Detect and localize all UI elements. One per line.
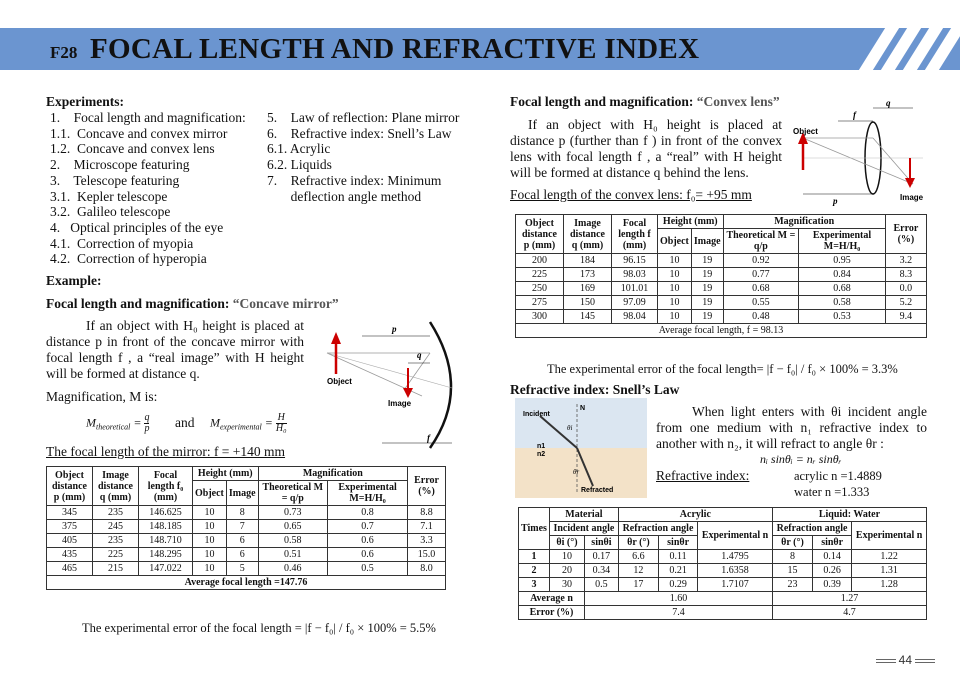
table-cell: 10 [658, 254, 692, 268]
example-heading: Example: [46, 273, 102, 288]
experiment-item: 7. Refractive index: Minimum [267, 172, 442, 188]
table-cell: 0.95 [799, 254, 886, 268]
col-acrylic: Acrylic [618, 508, 772, 522]
table-cell: 9.4 [885, 310, 926, 324]
col-height-object: Object [193, 481, 227, 506]
table-cell: 2 [519, 564, 550, 578]
table-cell: 19 [691, 254, 723, 268]
col-height-image: Image [691, 229, 723, 254]
table-cell: 19 [691, 310, 723, 324]
col-sin-theta-i: sinθi [585, 536, 619, 550]
average-n-acrylic: 1.60 [585, 592, 773, 606]
table-cell: 10 [658, 296, 692, 310]
col-height: Height (mm) [193, 467, 259, 481]
table-cell: 98.03 [612, 268, 658, 282]
table-row [47, 506, 446, 520]
table-cell: 375 [47, 520, 93, 534]
col-height: Height (mm) [658, 215, 724, 229]
experiment-item: 3.1. Kepler telescope [50, 188, 168, 204]
table-cell: 0.6 [328, 534, 408, 548]
average-n-water: 1.27 [772, 592, 926, 606]
table-cell: 0.84 [799, 268, 886, 282]
table-cell: 101.01 [612, 282, 658, 296]
formula-experimental: $M_{experimental} = H$ H₀ [210, 412, 287, 434]
table-cell: 148.185 [139, 520, 193, 534]
error-water: 4.7 [772, 606, 926, 620]
experiment-item: 3. Telescope featuring [50, 172, 180, 188]
mirror-average: Average focal length =147.76 [47, 576, 446, 590]
table-cell: 10 [193, 534, 227, 548]
table-cell: 0.46 [258, 562, 327, 576]
col-theta-r: θr (°) [618, 536, 658, 550]
col-object-distance: Object distance p (mm) [47, 467, 93, 506]
table-cell: 10 [549, 550, 584, 564]
table-cell: 10 [658, 282, 692, 296]
table-cell: 235 [93, 534, 139, 548]
mirror-data-table [46, 466, 446, 590]
col-refraction-angle: Refraction angle [618, 522, 697, 536]
refractive-index-label: Refractive index: [656, 468, 750, 483]
table-row [47, 562, 446, 576]
table-cell: 0.6 [328, 548, 408, 562]
table-cell: 10 [658, 310, 692, 324]
table-cell: 0.58 [799, 296, 886, 310]
experiment-item: 2. Microscope featuring [50, 157, 190, 173]
col-focal-length: Focal length f (mm) [612, 215, 658, 254]
table-cell: 8 [772, 550, 812, 564]
table-cell: 10 [658, 268, 692, 282]
lens-heading: Focal length and magnification: “Convex lens” [510, 94, 780, 109]
table-cell: 6 [226, 534, 258, 548]
table-cell: 145 [564, 310, 612, 324]
col-object-distance: Object distance p (mm) [516, 215, 564, 254]
table-cell: 15 [772, 564, 812, 578]
snell-formula: nᵢ sinθᵢ = nᵣ sinθᵣ [760, 452, 842, 466]
experiment-item: deflection angle method [267, 188, 422, 204]
snell-diagram [515, 398, 647, 498]
table-cell: 200 [516, 254, 564, 268]
table-cell: 0.5 [585, 578, 619, 592]
experiment-item: 1.2. Concave and convex lens [50, 141, 215, 157]
table-cell: 23 [772, 578, 812, 592]
table-cell: 0.68 [799, 282, 886, 296]
table-cell: 235 [93, 506, 139, 520]
experiment-code: F28 [50, 43, 78, 62]
table-cell: 146.625 [139, 506, 193, 520]
table-cell: 300 [516, 310, 564, 324]
table-cell: 12 [618, 564, 658, 578]
water-index: water n =1.333 [794, 485, 870, 499]
table-cell: 17 [618, 578, 658, 592]
col-experimental-n: Experimental n [698, 522, 773, 550]
col-image-distance: Image distance q (mm) [93, 467, 139, 506]
incident-label: Incident [523, 411, 550, 418]
experiment-item: 6.1. Acrylic [267, 141, 331, 157]
mirror-error-text: The experimental error of the focal length = |f − f₀| / f₀ × 100% = 5.5% [82, 621, 436, 635]
table-cell: 225 [93, 548, 139, 562]
table-cell: 19 [691, 268, 723, 282]
table-row [516, 268, 927, 282]
mirror-f-label: f [427, 433, 430, 443]
snell-heading: Refractive index: Snell’s Law [510, 382, 680, 397]
table-cell: 0.29 [659, 578, 698, 592]
table-cell: 10 [193, 548, 227, 562]
col-refraction-angle-water: Refraction angle [772, 522, 851, 536]
col-experimental: Experimental M=H/H₀ [799, 229, 886, 254]
table-cell: 19 [691, 282, 723, 296]
lens-average: Average focal length, f = 98.13 [516, 324, 927, 338]
col-magnification: Magnification [723, 215, 885, 229]
experiments-list-right [267, 110, 459, 204]
table-row [519, 564, 927, 578]
table-cell: 10 [193, 520, 227, 534]
experiments-heading: Experiments: [46, 94, 124, 109]
table-cell: 0.58 [258, 534, 327, 548]
table-cell: 0.11 [659, 550, 698, 564]
table-cell: 8.8 [408, 506, 446, 520]
magnification-label: Magnification, M is: [46, 389, 158, 404]
table-cell: 0.68 [723, 282, 799, 296]
col-theta-r-water: θr (°) [772, 536, 812, 550]
lens-image-label: Image [900, 193, 924, 202]
table-cell: 0.7 [328, 520, 408, 534]
table-cell: 0.92 [723, 254, 799, 268]
normal-label: N [580, 405, 586, 412]
table-cell: 15.0 [408, 548, 446, 562]
col-material: Material [549, 508, 618, 522]
refracted-label: Refracted [581, 487, 614, 494]
col-liquid: Liquid: Water [772, 508, 926, 522]
table-row [516, 310, 927, 324]
col-magnification: Magnification [258, 467, 408, 481]
table-cell: 1.6358 [698, 564, 773, 578]
col-incident-angle: Incident angle [549, 522, 618, 536]
n1-label: n1 [537, 443, 546, 450]
experiment-item: 6.2. Liquids [267, 157, 332, 173]
table-cell: 0.26 [813, 564, 852, 578]
concave-mirror-diagram [322, 318, 472, 453]
table-cell: 20 [549, 564, 584, 578]
table-cell: 3.3 [408, 534, 446, 548]
table-cell: 0.51 [258, 548, 327, 562]
table-cell: 6.6 [618, 550, 658, 564]
col-theoretical: Theoretical M = q/p [723, 229, 799, 254]
table-row [47, 520, 446, 534]
table-cell: 225 [516, 268, 564, 282]
formula-theoretical: $M_{theoretical} = q$ p [86, 412, 150, 434]
experiment-item: 4. Optical principles of the eye [50, 219, 224, 235]
experiment-item: 3.2. Galileo telescope [50, 204, 171, 220]
snell-data-table [518, 507, 927, 620]
lens-data-table [515, 214, 927, 338]
and-text: and [175, 415, 195, 430]
table-cell: 0.39 [813, 578, 852, 592]
col-experimental-n-water: Experimental n [852, 522, 927, 550]
table-cell: 0.73 [258, 506, 327, 520]
experiment-item: 1. Focal length and magnification: [50, 110, 246, 125]
col-sin-theta-r-water: sinθr [813, 536, 852, 550]
table-row [519, 578, 927, 592]
lens-f-label: f [853, 110, 856, 120]
col-error: Error (%) [885, 215, 926, 254]
table-cell: 0.53 [799, 310, 886, 324]
col-height-image: Image [226, 481, 258, 506]
table-cell: 0.0 [885, 282, 926, 296]
experiment-item: 4.1. Correction of myopia [50, 235, 194, 251]
table-cell: 96.15 [612, 254, 658, 268]
table-cell: 10 [193, 506, 227, 520]
experiment-item: 6. Refractive index: Snell’s Law [267, 125, 452, 141]
lens-p-label: p [833, 196, 838, 206]
theta-r-label: θr [573, 468, 580, 476]
average-n-label: Average n [519, 592, 585, 606]
table-cell: 8.3 [885, 268, 926, 282]
lens-object-label: Object [793, 127, 818, 136]
table-row [516, 296, 927, 310]
table-cell: 1.31 [852, 564, 927, 578]
col-focal-length: Focal length f₀ (mm) [139, 467, 193, 506]
col-theta-i: θi (°) [549, 536, 584, 550]
table-cell: 5.2 [885, 296, 926, 310]
table-cell: 0.55 [723, 296, 799, 310]
table-row [516, 282, 927, 296]
table-cell: 19 [691, 296, 723, 310]
table-cell: 30 [549, 578, 584, 592]
error-label: Error (%) [519, 606, 585, 620]
col-image-distance: Image distance q (mm) [564, 215, 612, 254]
table-cell: 8 [226, 506, 258, 520]
error-acrylic: 7.4 [585, 606, 773, 620]
table-cell: 1.28 [852, 578, 927, 592]
table-cell: 250 [516, 282, 564, 296]
col-experimental: Experimental M=H/H₀ [328, 481, 408, 506]
col-height-object: Object [658, 229, 692, 254]
table-cell: 0.65 [258, 520, 327, 534]
n2-label: n2 [537, 451, 546, 458]
concave-heading: Focal length and magnification: “Concave mirror” [46, 296, 339, 311]
table-cell: 97.09 [612, 296, 658, 310]
table-cell: 345 [47, 506, 93, 520]
experiment-item: 5. Law of reflection: Plane mirror [267, 110, 460, 125]
concave-paragraph: If an object with H₀ height is placed at distance p in front of the concave mirror with focal length f , a “real image” with H height will be formed at distance q. [46, 318, 304, 381]
table-row [516, 254, 927, 268]
table-cell: 3.2 [885, 254, 926, 268]
experiment-item: 4.2. Correction of hyperopia [50, 251, 207, 267]
table-cell: 148.710 [139, 534, 193, 548]
table-cell: 0.8 [328, 506, 408, 520]
table-cell: 1 [519, 550, 550, 564]
experiment-item: 1.1. Concave and convex mirror [50, 125, 228, 141]
table-cell: 148.295 [139, 548, 193, 562]
lens-q-label: q [886, 98, 891, 108]
table-cell: 275 [516, 296, 564, 310]
table-cell: 0.17 [585, 550, 619, 564]
table-row [47, 548, 446, 562]
theta-i-label: θi [567, 424, 573, 432]
table-cell: 435 [47, 548, 93, 562]
acrylic-index: acrylic n =1.4889 [794, 469, 882, 483]
table-cell: 173 [564, 268, 612, 282]
table-cell: 3 [519, 578, 550, 592]
table-cell: 98.04 [612, 310, 658, 324]
table-cell: 1.7107 [698, 578, 773, 592]
page-number: 44 [873, 653, 938, 667]
table-cell: 7.1 [408, 520, 446, 534]
table-cell: 245 [93, 520, 139, 534]
lens-paragraph: If an object with H₀ height is placed at distance p (further than f ) in front of the convex lens with focal length f , a “real” with H height will be formed at distance q behind the lens. [510, 117, 782, 180]
table-cell: 1.4795 [698, 550, 773, 564]
table-cell: 0.48 [723, 310, 799, 324]
mirror-p-label: p [392, 324, 397, 334]
table-cell: 169 [564, 282, 612, 296]
col-times: Times [519, 508, 550, 550]
table-cell: 6 [226, 548, 258, 562]
experiments-list-left [50, 110, 246, 267]
table-cell: 7 [226, 520, 258, 534]
table-cell: 0.5 [328, 562, 408, 576]
table-cell: 184 [564, 254, 612, 268]
lens-focal-length: Focal length of the convex lens: f₀= +95 mm [510, 187, 752, 202]
table-cell: 150 [564, 296, 612, 310]
mirror-focal-length: The focal length of the mirror: f = +140 mm [46, 444, 286, 459]
table-cell: 465 [47, 562, 93, 576]
snell-paragraph: When light enters with θi incident angle from one medium with n₁ refractive index to another with n₂, it will refract to angle θr : [656, 404, 927, 451]
table-cell: 0.21 [659, 564, 698, 578]
table-cell: 0.77 [723, 268, 799, 282]
table-cell: 1.22 [852, 550, 927, 564]
lens-error-text: The experimental error of the focal length= |f − f₀| / f₀ × 100% = 3.3% [547, 362, 898, 376]
mirror-image-label: Image [388, 399, 412, 408]
table-row [47, 534, 446, 548]
col-error: Error (%) [408, 467, 446, 506]
table-cell: 0.14 [813, 550, 852, 564]
table-cell: 5 [226, 562, 258, 576]
table-cell: 405 [47, 534, 93, 548]
table-cell: 147.022 [139, 562, 193, 576]
col-sin-theta-r: sinθr [659, 536, 698, 550]
page-title: FOCAL LENGTH AND REFRACTIVE INDEX [90, 33, 700, 65]
table-cell: 8.0 [408, 562, 446, 576]
mirror-object-label: Object [327, 377, 352, 386]
table-row [519, 550, 927, 564]
table-cell: 215 [93, 562, 139, 576]
mirror-q-label: q [417, 350, 422, 360]
table-cell: 10 [193, 562, 227, 576]
table-cell: 0.34 [585, 564, 619, 578]
col-theoretical: Theoretical M = q/p [258, 481, 327, 506]
convex-lens-diagram [788, 96, 933, 206]
